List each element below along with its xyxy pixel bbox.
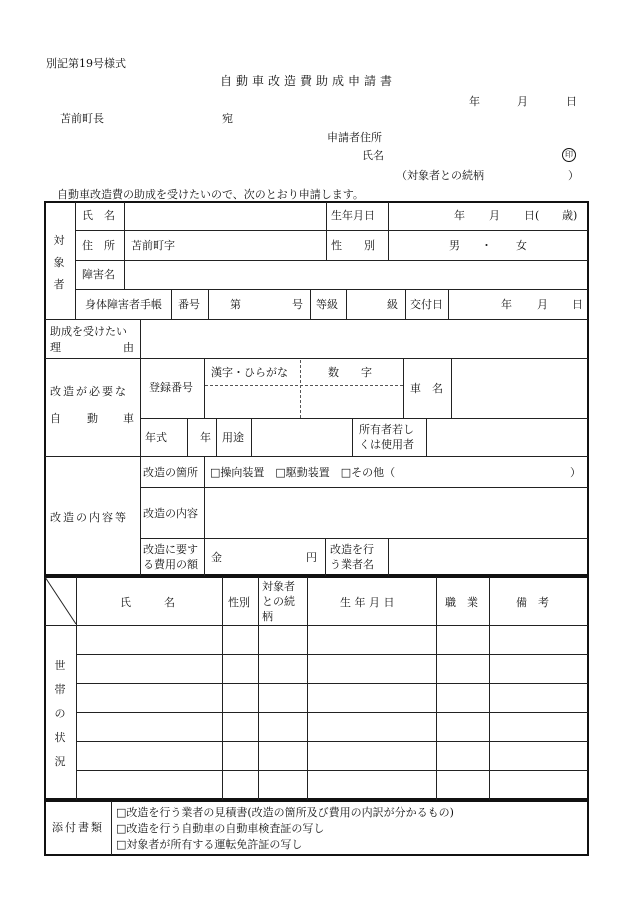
- attachment-item[interactable]: □対象者が所有する運転免許証の写し: [116, 838, 303, 851]
- grade-suffix: 級: [387, 298, 398, 311]
- attachments-label: 添付書類: [52, 821, 104, 834]
- reason-label-line2a: 理: [50, 341, 61, 354]
- addressee: 苫前町長: [60, 112, 104, 125]
- vehicle-label-line2c: 車: [123, 412, 134, 425]
- digits-label: 数 字: [328, 366, 372, 379]
- modification-content-label: 改造の内容: [143, 507, 198, 520]
- applicant-name-label: 氏名: [362, 149, 384, 162]
- model-year-label: 年式: [145, 431, 167, 444]
- addressee-suffix: 宛: [222, 112, 233, 125]
- dob-month: 月: [489, 209, 500, 222]
- subject-side-label-2: 象: [53, 256, 65, 269]
- household-side-label-2: 帯: [54, 683, 66, 696]
- cost-prefix: 金: [211, 551, 222, 564]
- modification-options-close: ）: [570, 466, 581, 479]
- hh-header-relation-2: との続: [262, 595, 295, 608]
- cost-suffix: 円: [306, 551, 317, 564]
- form-number: 別記第19号様式: [46, 57, 126, 70]
- grade-label: 等級: [316, 298, 338, 311]
- car-name-label: 車 名: [410, 382, 443, 395]
- use-label: 用途: [222, 431, 244, 444]
- vendor-label-line1: 改造を行: [330, 543, 374, 556]
- intro-text: 自動車改造費の助成を受けたいので、次のとおり申請します。: [57, 188, 364, 201]
- relation-label: （対象者との続柄: [396, 169, 484, 182]
- car-name-field[interactable]: [453, 360, 586, 417]
- model-year-suffix: 年: [200, 431, 211, 444]
- household-side-label-3: の: [54, 707, 66, 720]
- name-label: 氏 名: [82, 209, 115, 222]
- subject-side-label-1: 対: [53, 234, 65, 247]
- seal-mark: 印: [562, 148, 576, 162]
- household-side-label-4: 状: [54, 731, 66, 744]
- issue-label: 交付日: [410, 298, 443, 311]
- hh-header-sex: 性別: [228, 596, 250, 609]
- household-row[interactable]: [77, 655, 588, 683]
- modification-content-field[interactable]: [206, 489, 586, 537]
- dob-label: 生年月日: [331, 209, 375, 222]
- household-row[interactable]: [77, 742, 588, 770]
- reason-label-line1: 助成を受けたい: [50, 325, 127, 338]
- dob-day: 日(: [524, 209, 540, 222]
- issue-year: 年: [501, 298, 512, 311]
- household-row[interactable]: [77, 713, 588, 741]
- household-side-label-5: 況: [54, 755, 66, 768]
- cost-label-line2: る費用の額: [143, 558, 198, 571]
- reg-number-label: 登録番号: [149, 381, 193, 394]
- disability-label: 障害名: [82, 268, 115, 281]
- sex-label: 性 別: [331, 239, 375, 252]
- sex-male[interactable]: 男: [449, 239, 460, 252]
- reason-label-line2b: 由: [123, 341, 134, 354]
- household-row[interactable]: [77, 684, 588, 712]
- modification-place-label: 改造の箇所: [143, 466, 198, 479]
- number-suffix: 号: [292, 298, 303, 311]
- name-field[interactable]: [126, 203, 324, 229]
- modification-options[interactable]: □操向装置 □駆動装置 □その他（: [210, 466, 396, 479]
- attachment-item[interactable]: □改造を行う業者の見積書(改造の箇所及び費用の内訳が分かるもの): [116, 806, 454, 819]
- issue-month: 月: [537, 298, 548, 311]
- address-value[interactable]: 苫前町字: [131, 239, 175, 252]
- document-title: 自動車改造費助成申請書: [220, 74, 397, 88]
- sex-female[interactable]: 女: [516, 239, 527, 252]
- date-month: 月: [517, 95, 528, 108]
- vendor-label-line2: う業者名: [330, 558, 374, 571]
- handbook-label: 身体障害者手帳: [85, 298, 162, 311]
- vehicle-label-line1: 改造が必要な: [50, 385, 128, 398]
- sex-dot: ・: [481, 239, 492, 252]
- household-row[interactable]: [77, 626, 588, 654]
- date-year: 年: [469, 95, 480, 108]
- household-side-label-1: 世: [54, 659, 66, 672]
- household-row[interactable]: [77, 771, 588, 799]
- applicant-address-label: 申請者住所: [327, 131, 382, 144]
- modification-label: 改造の内容等: [50, 511, 128, 524]
- owner-label-line1: 所有者若し: [359, 423, 414, 436]
- hh-header-occupation: 職 業: [445, 596, 478, 609]
- vehicle-label-line2b: 動: [87, 412, 98, 425]
- owner-label-line2: くは使用者: [359, 438, 414, 451]
- hh-header-remarks: 備 考: [516, 596, 549, 609]
- relation-close: ）: [568, 169, 579, 182]
- cost-label-line1: 改造に要す: [143, 543, 198, 556]
- hh-header-dob: 生 年 月 日: [340, 596, 395, 609]
- kanji-hiragana-label: 漢字・ひらがな: [211, 366, 288, 379]
- dob-age: 歳): [562, 209, 578, 222]
- corner-diagonal: [45, 577, 77, 625]
- attachment-item[interactable]: □改造を行う自動車の自動車検査証の写し: [116, 822, 325, 835]
- vendor-field[interactable]: [390, 540, 586, 575]
- vehicle-label-line2a: 自: [50, 412, 61, 425]
- subject-side-label-3: 者: [53, 278, 65, 291]
- hh-header-relation-3: 柄: [262, 610, 273, 623]
- number-prefix: 第: [230, 298, 241, 311]
- hh-header-relation-1: 対象者: [262, 580, 295, 593]
- number-label: 番号: [178, 298, 200, 311]
- issue-day: 日: [572, 298, 583, 311]
- reason-field[interactable]: [142, 321, 586, 357]
- address-label: 住 所: [82, 239, 115, 252]
- hh-header-name: 氏 名: [120, 596, 175, 609]
- dob-year: 年: [454, 209, 465, 222]
- disability-field[interactable]: [126, 262, 586, 288]
- date-day: 日: [566, 95, 577, 108]
